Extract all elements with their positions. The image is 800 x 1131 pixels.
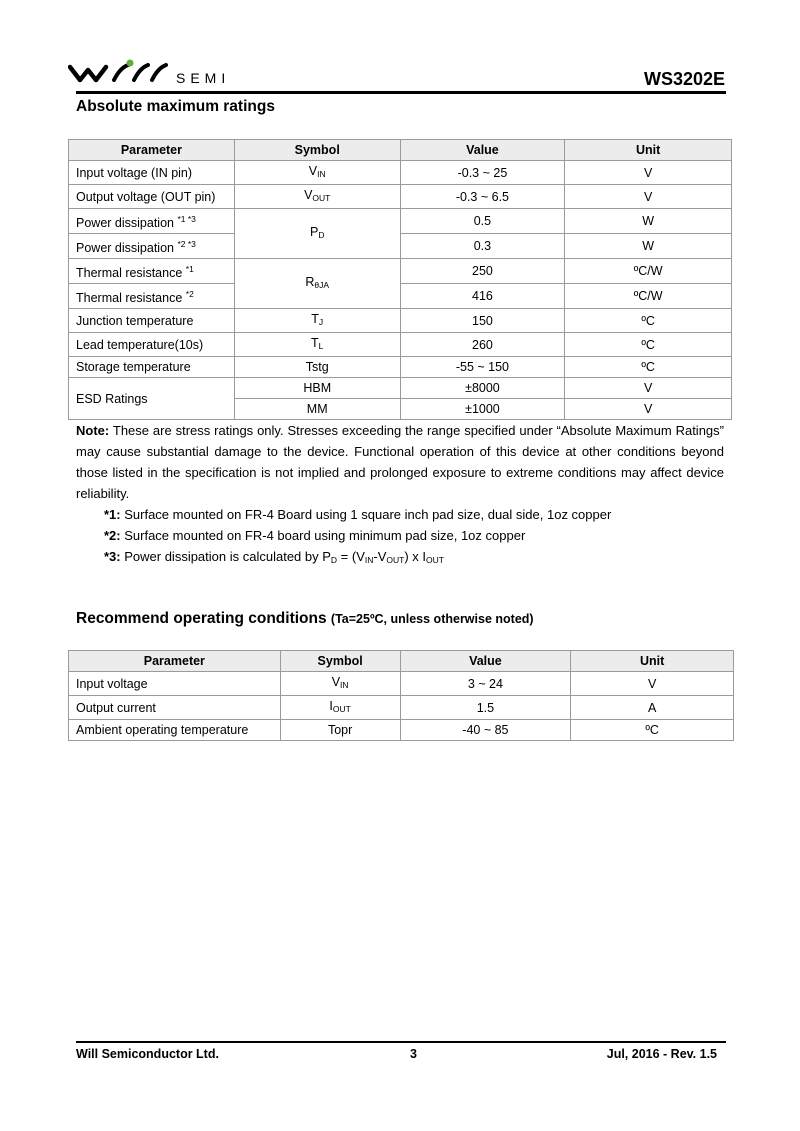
table-row <box>69 333 732 357</box>
roc-title: Recommend operating conditions (Ta=25ºC, unless otherwise noted) <box>76 610 534 627</box>
table-row <box>69 259 732 284</box>
unit-cell: ºC <box>571 720 734 741</box>
footer-company: Will Semiconductor Ltd. <box>76 1047 219 1061</box>
note-paragraph <box>76 420 724 504</box>
unit-cell: ºC/W <box>565 284 732 309</box>
unit-cell: V <box>565 161 732 185</box>
param-cell: Output voltage (OUT pin) <box>69 185 235 209</box>
footnote-2: *2: Surface mounted on FR-4 board using minimum pad size, 1oz copper <box>104 528 526 543</box>
col-header-value: Value <box>400 651 571 672</box>
value-cell: 3 ~ 24 <box>400 672 571 696</box>
param-cell: Lead temperature(10s) <box>69 333 235 357</box>
param-cell: Thermal resistance $^{*1}$ <box>69 259 235 284</box>
param-cell: Power dissipation $^{*1 *3}$ <box>69 209 235 234</box>
col-header-symbol: Symbol <box>280 651 400 672</box>
col-header-parameter: Parameter <box>69 140 235 161</box>
symbol-cell: $V_{IN}$ <box>280 672 400 696</box>
table-row <box>69 378 732 399</box>
value-cell: 0.3 <box>400 234 565 259</box>
unit-cell: A <box>571 696 734 720</box>
unit-cell: ºC <box>565 309 732 333</box>
table-row <box>69 309 732 333</box>
will-semi-logo <box>68 58 258 88</box>
symbol-cell: $V_{IN}$ <box>234 161 400 185</box>
param-cell: Thermal resistance $^{*2}$ <box>69 284 235 309</box>
col-header-unit: Unit <box>565 140 732 161</box>
col-header-parameter: Parameter <box>69 651 281 672</box>
unit-cell: W <box>565 234 732 259</box>
param-cell: Ambient operating temperature <box>69 720 281 741</box>
unit-cell: ºC/W <box>565 259 732 284</box>
param-cell: Output current <box>69 696 281 720</box>
value-cell: ±1000 <box>400 399 565 420</box>
roc-conditions: (Ta=25ºC, unless otherwise noted) <box>330 612 534 626</box>
col-header-unit: Unit <box>571 651 734 672</box>
note-block <box>76 420 724 571</box>
value-cell: 0.5 <box>400 209 565 234</box>
param-cell: Input voltage (IN pin) <box>69 161 235 185</box>
value-cell: -0.3 ~ 25 <box>400 161 565 185</box>
table-row <box>69 284 732 309</box>
table-row <box>69 209 732 234</box>
unit-cell: ºC <box>565 333 732 357</box>
value-cell: ±8000 <box>400 378 565 399</box>
value-cell: 250 <box>400 259 565 284</box>
col-header-value: Value <box>400 140 565 161</box>
value-cell: -55 ~ 150 <box>400 357 565 378</box>
symbol-cell: MM <box>234 399 400 420</box>
symbol-cell: HBM <box>234 378 400 399</box>
table-row <box>69 672 734 696</box>
param-cell: Storage temperature <box>69 357 235 378</box>
amr-title: Absolute maximum ratings <box>76 98 275 115</box>
param-cell: Junction temperature <box>69 309 235 333</box>
unit-cell: ºC <box>565 357 732 378</box>
table-row <box>69 185 732 209</box>
symbol-cell: $P_D$ <box>234 209 400 259</box>
table-row <box>69 161 732 185</box>
table-row <box>69 696 734 720</box>
note-label: Note: <box>76 423 110 438</box>
symbol-cell: $V_{OUT}$ <box>234 185 400 209</box>
param-cell: ESD Ratings <box>69 378 235 420</box>
footer-revision: Jul, 2016 - Rev. 1.5 <box>606 1047 717 1061</box>
document-id: WS3202E <box>643 69 725 89</box>
note-text: These are stress ratings only. Stresses exceeding the range specified under “Absolute Maximum Ratings” may cause substantial damage to the device. Functional operation of this device at other conditions beyond those listed in the specification is not implied and prolonged exposure to extreme conditions may affect device reliability. <box>76 423 724 501</box>
value-cell: -0.3 ~ 6.5 <box>400 185 565 209</box>
symbol-cell: $R_{\theta JA}$ <box>234 259 400 309</box>
table-row <box>69 357 732 378</box>
amr-table <box>68 139 732 420</box>
param-cell: Input voltage <box>69 672 281 696</box>
symbol-cell: Topr <box>280 720 400 741</box>
symbol-cell: $I_{OUT}$ <box>280 696 400 720</box>
unit-cell: V <box>565 399 732 420</box>
value-cell: -40 ~ 85 <box>400 720 571 741</box>
unit-cell: V <box>565 185 732 209</box>
value-cell: 260 <box>400 333 565 357</box>
table-row <box>69 720 734 741</box>
param-cell: Power dissipation $^{*2 *3}$ <box>69 234 235 259</box>
footnote-1: *1: Surface mounted on FR-4 Board using 1 square inch pad size, dual side, 1oz copper <box>104 507 612 522</box>
footnote-3: *3: Power dissipation is calculated by $P_D = (V_{IN}-V_{OUT})$ x $I_{OUT}$ <box>104 549 444 565</box>
logo-text: SEMI <box>176 70 231 86</box>
unit-cell: W <box>565 209 732 234</box>
value-cell: 1.5 <box>400 696 571 720</box>
table-row <box>69 234 732 259</box>
unit-cell: V <box>565 378 732 399</box>
page-number: 3 <box>410 1047 417 1061</box>
roc-header-row <box>69 651 734 672</box>
symbol-cell: Tstg <box>234 357 400 378</box>
symbol-cell: $T_J$ <box>234 309 400 333</box>
symbol-cell: $T_L$ <box>234 333 400 357</box>
unit-cell: V <box>571 672 734 696</box>
value-cell: 416 <box>400 284 565 309</box>
roc-table <box>68 650 734 741</box>
col-header-symbol: Symbol <box>234 140 400 161</box>
amr-header-row <box>69 140 732 161</box>
footer-rule <box>76 1041 726 1043</box>
value-cell: 150 <box>400 309 565 333</box>
header-rule <box>76 91 726 94</box>
